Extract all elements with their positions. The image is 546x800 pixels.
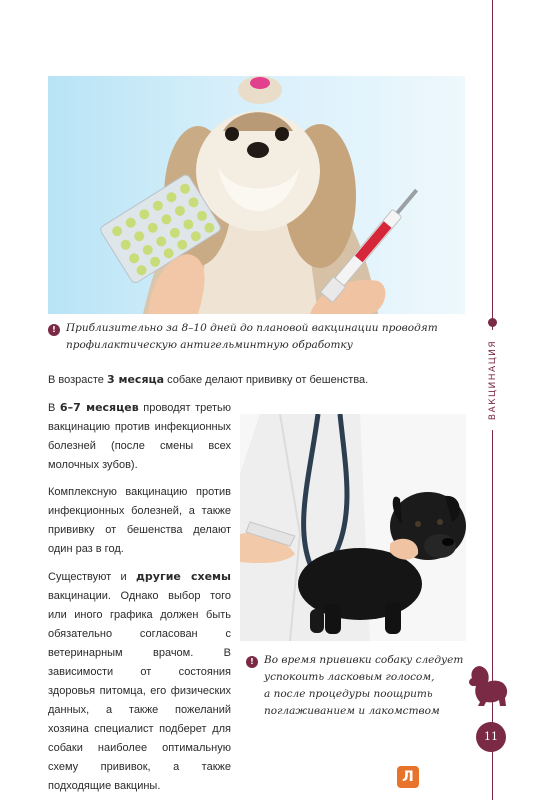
emphasis-text: 6–7 месяцев	[59, 401, 139, 414]
intro-paragraph: В возрасте 3 месяца собаке делают прививку от бешенства.	[48, 373, 369, 386]
caption-line: Во время прививки собаку следует	[264, 654, 464, 666]
publisher-logo: Л	[397, 766, 419, 788]
margin-dot-top	[488, 318, 497, 327]
caption-line: профилактическую антигельминтную обработку	[66, 339, 353, 351]
paragraph-6-7-months: В 6–7 месяцев проводят третью вакцинацию против инфекционных болезней (после смены всех молочных зубов).	[48, 401, 231, 471]
paragraph-other-schemes: Существуют и другие схемы вакцинации. Однако выбор того или иного графика должен быть обязательно согласован с ветеринарным врачом. В зависимости от состояния здоровья питомца, его физических данных, а также пожеланий хозяина специалист подберет для собаки наиболее оптимальную схему прививок, а также подходящие вакцины.	[48, 570, 231, 792]
caption-line: а после процедуры поощрить	[264, 688, 433, 700]
info-icon: !	[246, 656, 258, 668]
photo-caption-top	[66, 320, 486, 354]
dog-silhouette-icon	[466, 662, 510, 708]
caption-line: поглаживанием и лакомством	[264, 705, 440, 717]
emphasis-text: другие схемы	[136, 570, 231, 583]
vet-puppy-photo	[240, 414, 466, 641]
page-number: 11	[476, 722, 506, 752]
emphasis-text: 3 месяца	[106, 373, 165, 386]
shih-tzu-photo	[48, 76, 465, 314]
paragraph-annual-vaccination: Комплексную вакцинацию против инфекционных болезней, а также прививку от бешенства делают один раз в год.	[48, 486, 231, 555]
info-icon: !	[48, 324, 60, 336]
section-label: ВАКЦИНАЦИЯ	[484, 330, 502, 430]
caption-line: Приблизительно за 8–10 дней до плановой вакцинации проводят	[66, 322, 438, 334]
photo-caption-bottom	[264, 652, 474, 720]
text-column	[48, 398, 231, 800]
caption-line: успокоить ласковым голосом,	[264, 671, 435, 683]
